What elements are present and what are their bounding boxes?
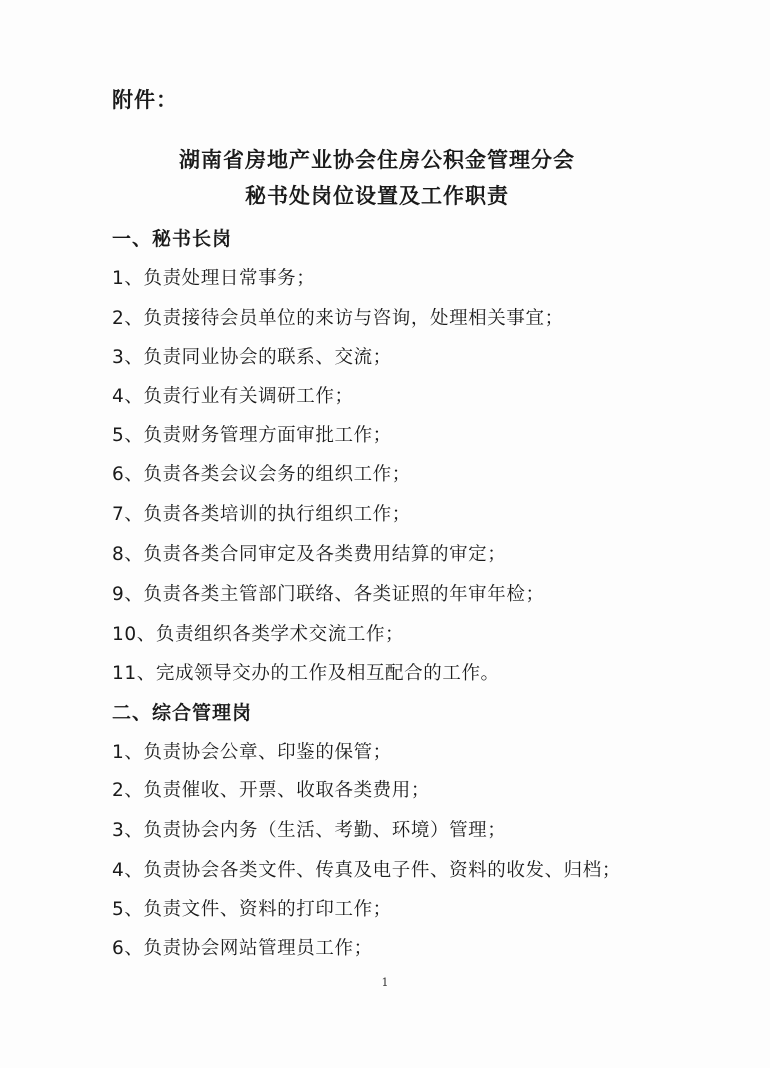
list-item: 3、负责同业协会的联系、交流； [112, 347, 392, 368]
list-item: 5、负责文件、资料的打印工作； [112, 899, 392, 920]
list-item: 1、负责协会公章、印鉴的保管； [112, 742, 392, 763]
list-item: 7、负责各类培训的执行组织工作； [112, 504, 411, 525]
section-heading-secretary-general: 一、秘书长岗 [112, 228, 233, 250]
list-item: 4、负责行业有关调研工作； [112, 386, 354, 407]
list-item: 11、完成领导交办的工作及相互配合的工作。 [112, 663, 500, 684]
list-item: 4、负责协会各类文件、传真及电子件、资料的收发、归档； [112, 860, 621, 881]
section-heading-general-management: 二、综合管理岗 [112, 702, 253, 724]
list-item: 9、负责各类主管部门联络、各类证照的年审年检； [112, 584, 545, 605]
list-item: 6、负责协会网站管理员工作； [112, 938, 373, 959]
list-item: 10、负责组织各类学术交流工作； [112, 624, 405, 645]
list-item: 3、负责协会内务（生活、考勤、环境）管理； [112, 820, 507, 841]
list-item: 2、负责接待会员单位的来访与咨询，处理相关事宜； [112, 308, 564, 329]
page-number: 1 [381, 976, 389, 989]
document-title-line-1: 湖南省房地产业协会住房公积金管理分会 [179, 148, 575, 172]
list-item: 5、负责财务管理方面审批工作； [112, 425, 392, 446]
document-title-line-2: 秘书处岗位设置及工作职责 [245, 184, 509, 208]
list-item: 8、负责各类合同审定及各类费用结算的审定； [112, 544, 507, 565]
list-item: 2、负责催收、开票、收取各类费用； [112, 780, 430, 801]
attachment-label: 附件： [112, 88, 178, 112]
list-item: 6、负责各类会议会务的组织工作； [112, 464, 411, 485]
list-item: 1、负责处理日常事务； [112, 268, 316, 289]
